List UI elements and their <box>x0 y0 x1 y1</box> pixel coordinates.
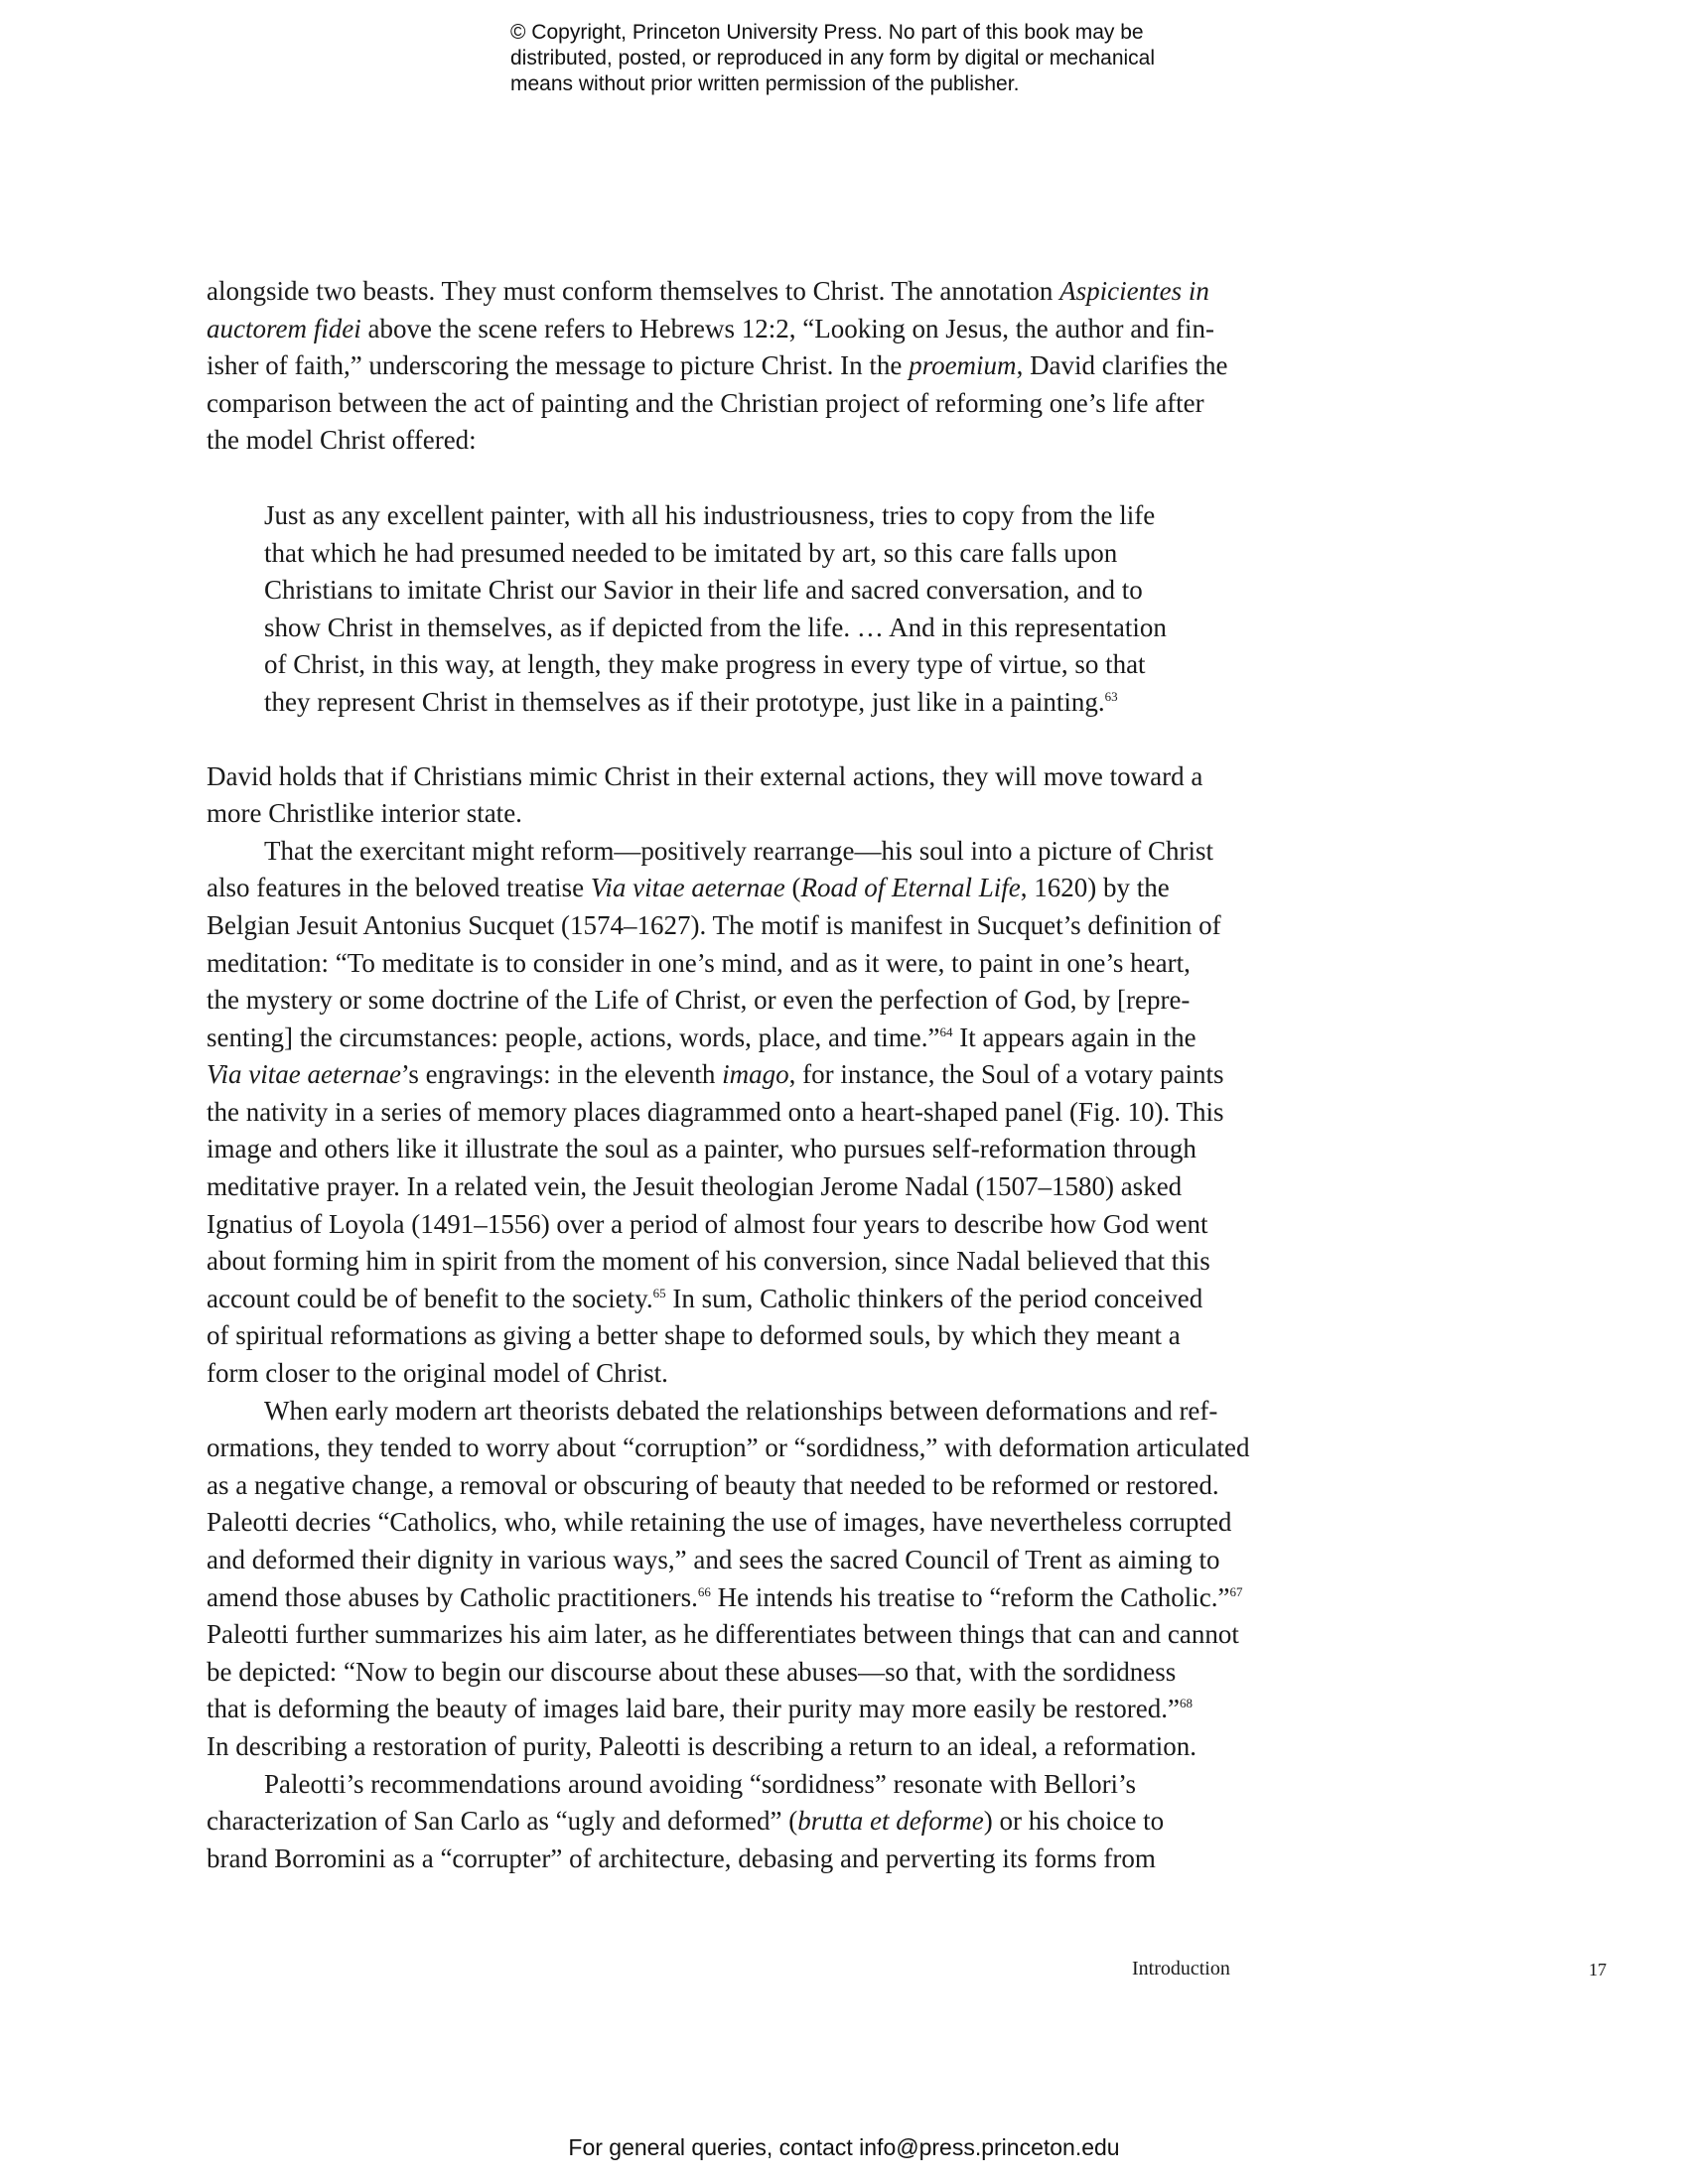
paragraph <box>207 758 1253 833</box>
text-line <box>207 311 1253 348</box>
italic-text: imago <box>722 1059 789 1090</box>
text-line <box>207 1056 1253 1094</box>
paragraph <box>207 1393 1253 1766</box>
text-line: of spiritual reformations as giving a better shape to deformed souls, by which they meant a <box>207 1320 1181 1351</box>
footnote-ref[interactable]: 67 <box>1229 1583 1243 1599</box>
footnote-ref[interactable]: 66 <box>697 1583 711 1599</box>
text-line: Belgian Jesuit Antonius Sucquet (1574–1627). The motif is manifest in Sucquet’s definition of <box>207 909 1221 940</box>
quote-line: of Christ, in this way, at length, they make progress in every type of virtue, so that <box>264 649 1146 680</box>
quote-line <box>207 684 1253 722</box>
text-line: more Christlike interior state. <box>207 798 522 829</box>
text-line: form closer to the original model of Christ. <box>207 1358 668 1389</box>
copyright-notice <box>510 20 1225 97</box>
text-line <box>207 1579 1253 1617</box>
text-line: comparison between the act of painting and the Christian project of reforming one’s life after <box>207 387 1204 418</box>
italic-text: Road of Eternal Life <box>800 873 1021 903</box>
text-line: That the exercitant might reform—positively rearrange—his soul into a picture of Christ <box>264 835 1213 866</box>
text-run: characterization of San Carlo as “ugly and deformed” ( <box>207 1806 798 1837</box>
text-run: amend those abuses by Catholic practitioners. <box>207 1581 698 1612</box>
text-run: also features in the beloved treatise <box>207 873 591 903</box>
text-line: David holds that if Christians mimic Christ in their external actions, they will move toward a <box>207 760 1203 791</box>
quote-line: show Christ in themselves, as if depicted from the life. … And in this representation <box>264 612 1167 642</box>
text-line: about forming him in spirit from the moment of his conversion, since Nadal believed that this <box>207 1246 1210 1277</box>
text-line: be depicted: “Now to begin our discourse about these abuses—so that, with the sordidness <box>207 1656 1177 1687</box>
text-run: senting] the circumstances: people, actions, words, place, and time.” <box>207 1022 940 1052</box>
text-line <box>207 870 1253 907</box>
text-run: they represent Christ in themselves as if their prototype, just like in a painting. <box>264 686 1105 717</box>
text-line: as a negative change, a removal or obscuring of beauty that needed to be reformed or restored. <box>207 1469 1219 1500</box>
italic-text: auctorem fidei <box>207 313 361 343</box>
text-run: It appears again in the <box>952 1022 1196 1052</box>
text-line: In describing a restoration of purity, Paleotti is describing a return to an ideal, a reformation. <box>207 1730 1196 1761</box>
contact-footer: For general queries, contact info@press.princeton.edu <box>568 2134 1120 2160</box>
text-run: that is deforming the beauty of images laid bare, their purity may more easily be restored.” <box>207 1694 1180 1724</box>
copyright-line: © Copyright, Princeton University Press. No part of this book may be <box>510 21 1144 44</box>
text-line: Paleotti further summarizes his aim later, as he differentiates between things that can and cannot <box>207 1619 1239 1650</box>
text-line <box>207 1803 1253 1841</box>
text-line: When early modern art theorists debated the relationships between deformations and ref- <box>264 1395 1218 1426</box>
text-run: isher of faith,” underscoring the message to picture Christ. In the <box>207 350 910 381</box>
text-run: account could be of benefit to the society. <box>207 1283 653 1313</box>
copyright-line: means without prior written permission of the publisher. <box>510 72 1020 95</box>
text-line: brand Borromini as a “corrupter” of architecture, debasing and perverting its forms from <box>207 1843 1156 1873</box>
copyright-line: distributed, posted, or reproduced in any form by digital or mechanical <box>510 47 1156 69</box>
italic-text: Aspicientes in <box>1059 276 1209 306</box>
paragraph <box>207 273 1253 460</box>
text-run: He intends his treatise to “reform the Catholic.” <box>710 1581 1230 1612</box>
footnote-ref[interactable]: 63 <box>1104 688 1118 704</box>
text-line <box>207 1691 1253 1728</box>
text-line: meditation: “To meditate is to consider in one’s mind, and as it were, to paint in one’s heart, <box>207 947 1191 978</box>
paragraph <box>207 833 1253 1393</box>
running-head: Introduction <box>1132 1958 1230 1979</box>
text-line: ormations, they tended to worry about “corruption” or “sordidness,” with deformation articulated <box>207 1433 1250 1463</box>
quote-line: Christians to imitate Christ our Savior in their life and sacred conversation, and to <box>264 575 1143 606</box>
text-run: alongside two beasts. They must conform themselves to Christ. The annotation <box>207 276 1060 306</box>
text-run: ’s engravings: in the eleventh <box>400 1059 723 1090</box>
italic-text: Via vitae aeternae <box>590 873 785 903</box>
text-line: and deformed their dignity in various ways,” and sees the sacred Council of Trent as aiming to <box>207 1545 1220 1574</box>
text-line: meditative prayer. In a related vein, the Jesuit theologian Jerome Nadal (1507–1580) asked <box>207 1171 1183 1202</box>
italic-text: Via vitae aeternae <box>207 1059 401 1090</box>
text-line: Paleotti’s recommendations around avoiding “sordidness” resonate with Bellori’s <box>264 1768 1137 1799</box>
text-line <box>207 1020 1253 1057</box>
italic-text: brutta et deforme <box>797 1806 984 1837</box>
footnote-ref[interactable]: 68 <box>1179 1696 1193 1711</box>
text-line: the model Christ offered: <box>207 425 477 456</box>
text-line: the nativity in a series of memory places diagrammed onto a heart-shaped panel (Fig. 10). This <box>207 1096 1224 1127</box>
text-line <box>207 347 1253 385</box>
text-line <box>207 1281 1253 1318</box>
text-run: , 1620) by the <box>1020 873 1170 903</box>
page-number: 17 <box>1589 1960 1607 1979</box>
text-line: image and others like it illustrate the soul as a painter, who pursues self-reformation through <box>207 1134 1196 1164</box>
text-line <box>207 273 1253 311</box>
spacer <box>207 460 1253 497</box>
text-line: Ignatius of Loyola (1491–1556) over a period of almost four years to describe how God went <box>207 1208 1208 1239</box>
italic-text: proemium <box>909 350 1017 381</box>
text-run: , David clarifies the <box>1016 350 1228 381</box>
text-run: ) or his choice to <box>983 1806 1165 1837</box>
spacer <box>207 722 1253 758</box>
body-text <box>207 273 1253 1877</box>
footnote-ref[interactable]: 65 <box>652 1285 666 1300</box>
text-run: , for instance, the Soul of a votary paints <box>788 1059 1224 1090</box>
text-run: above the scene refers to Hebrews 12:2, “Looking on Jesus, the author and fin- <box>360 313 1214 343</box>
text-line: the mystery or some doctrine of the Life of Christ, or even the perfection of God, by [repre- <box>207 985 1191 1016</box>
block-quote <box>207 497 1253 722</box>
quote-line: Just as any excellent painter, with all his industriousness, tries to copy from the life <box>264 499 1156 530</box>
footnote-ref[interactable]: 64 <box>939 1024 953 1039</box>
text-run: In sum, Catholic thinkers of the period conceived <box>665 1283 1203 1313</box>
paragraph <box>207 1766 1253 1878</box>
quote-line: that which he had presumed needed to be imitated by art, so this care falls upon <box>264 537 1118 568</box>
text-run: ( <box>784 873 801 903</box>
text-line: Paleotti decries “Catholics, who, while retaining the use of images, have nevertheless corrupted <box>207 1507 1232 1538</box>
